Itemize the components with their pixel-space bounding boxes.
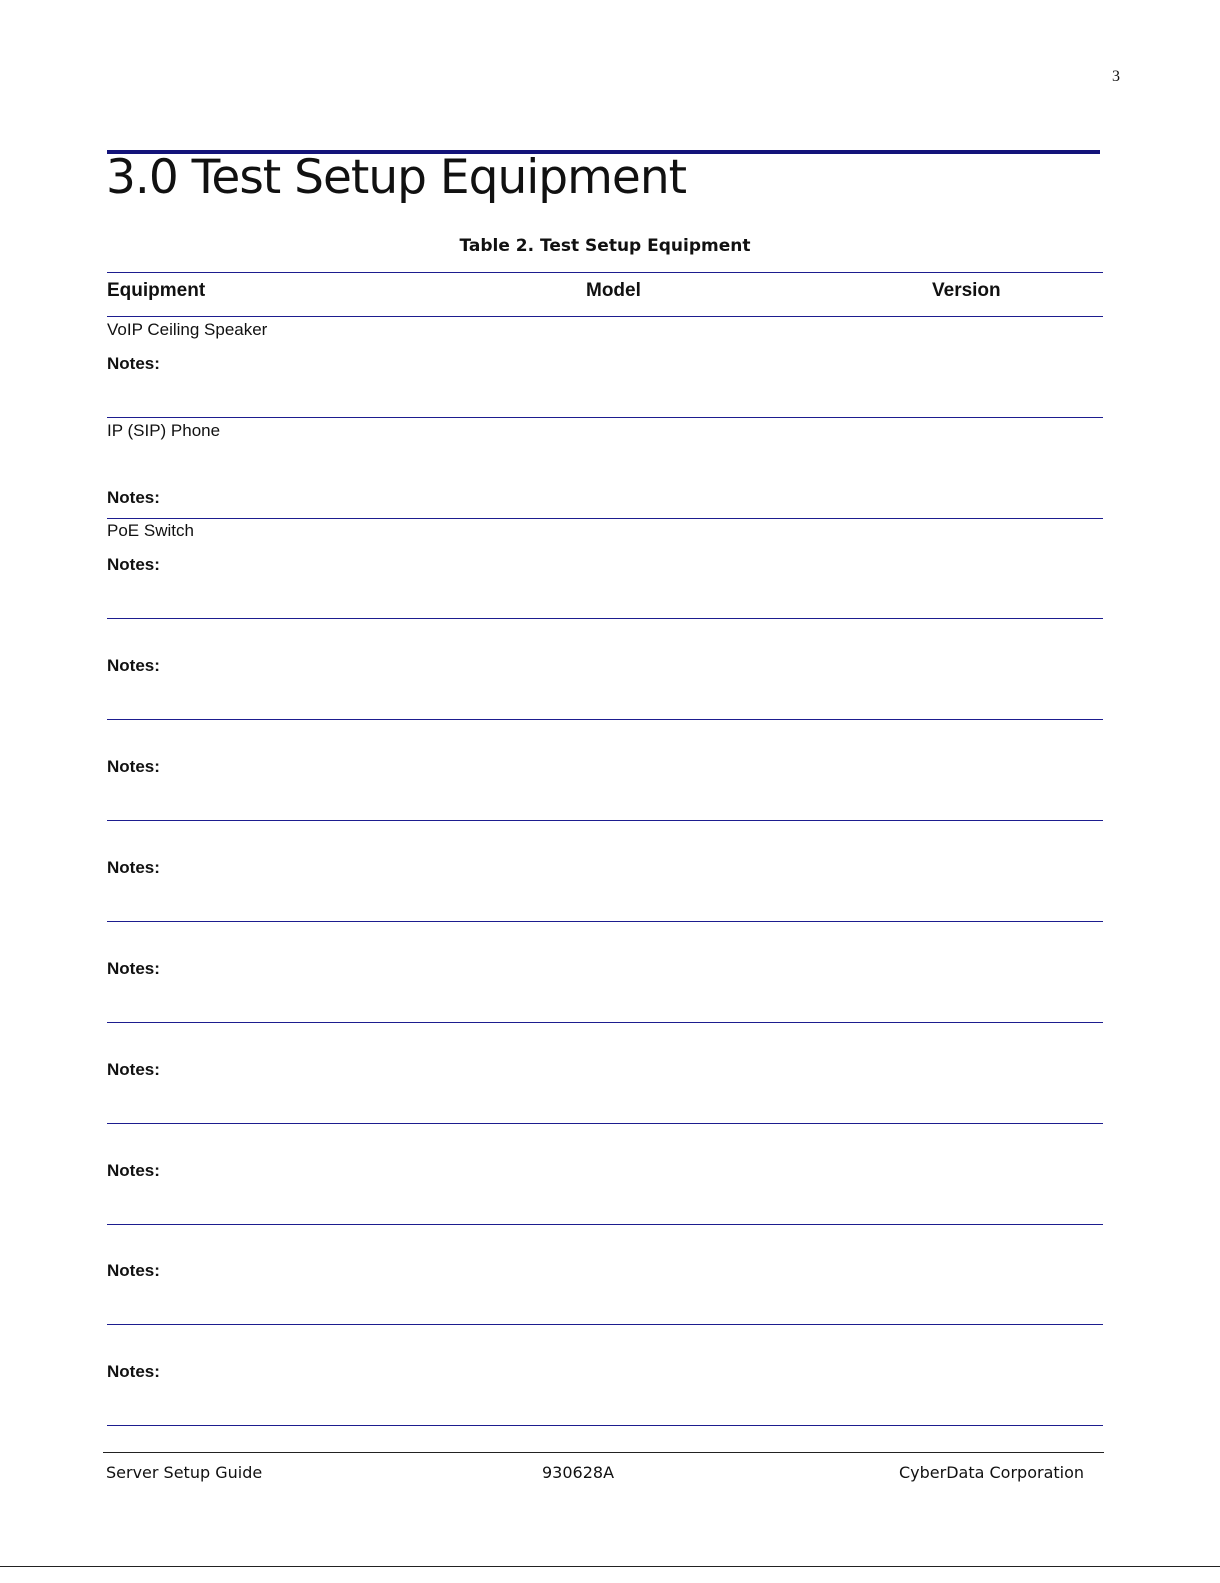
notes-label: Notes: xyxy=(107,488,160,507)
table-top-rule xyxy=(107,272,1103,273)
row-rule xyxy=(107,618,1103,619)
page-title: 3.0 Test Setup Equipment xyxy=(106,150,687,205)
row-rule xyxy=(107,1123,1103,1124)
column-header-model: Model xyxy=(586,280,641,301)
column-header-version: Version xyxy=(932,280,1001,301)
notes-label: Notes: xyxy=(107,555,160,574)
page-bottom-edge xyxy=(0,1566,1220,1567)
page-number: 3 xyxy=(1112,68,1120,85)
row-rule xyxy=(107,1224,1103,1225)
column-header-equipment: Equipment xyxy=(107,280,206,301)
notes-label: Notes: xyxy=(107,354,160,373)
equipment-cell: PoE Switch xyxy=(107,521,194,540)
row-rule xyxy=(107,820,1103,821)
header-bottom-rule xyxy=(107,316,1103,317)
equipment-cell: IP (SIP) Phone xyxy=(107,421,221,440)
notes-label: Notes: xyxy=(107,656,160,675)
footer-document-title: Server Setup Guide xyxy=(106,1463,263,1482)
notes-label: Notes: xyxy=(107,1261,160,1280)
row-rule xyxy=(107,518,1103,519)
row-rule xyxy=(107,1425,1103,1426)
notes-label: Notes: xyxy=(107,858,160,877)
notes-label: Notes: xyxy=(107,1161,160,1180)
table-caption: Table 2. Test Setup Equipment xyxy=(459,236,751,256)
row-rule xyxy=(107,719,1103,720)
notes-label: Notes: xyxy=(107,959,160,978)
notes-label: Notes: xyxy=(107,1362,160,1381)
row-rule xyxy=(107,417,1103,418)
footer-rule xyxy=(103,1452,1104,1453)
footer-company: CyberData Corporation xyxy=(899,1463,1085,1482)
row-rule xyxy=(107,921,1103,922)
row-rule xyxy=(107,1324,1103,1325)
notes-label: Notes: xyxy=(107,757,160,776)
footer-document-number: 930628A xyxy=(542,1463,615,1482)
equipment-cell: VoIP Ceiling Speaker xyxy=(107,320,268,339)
row-rule xyxy=(107,1022,1103,1023)
notes-label: Notes: xyxy=(107,1060,160,1079)
